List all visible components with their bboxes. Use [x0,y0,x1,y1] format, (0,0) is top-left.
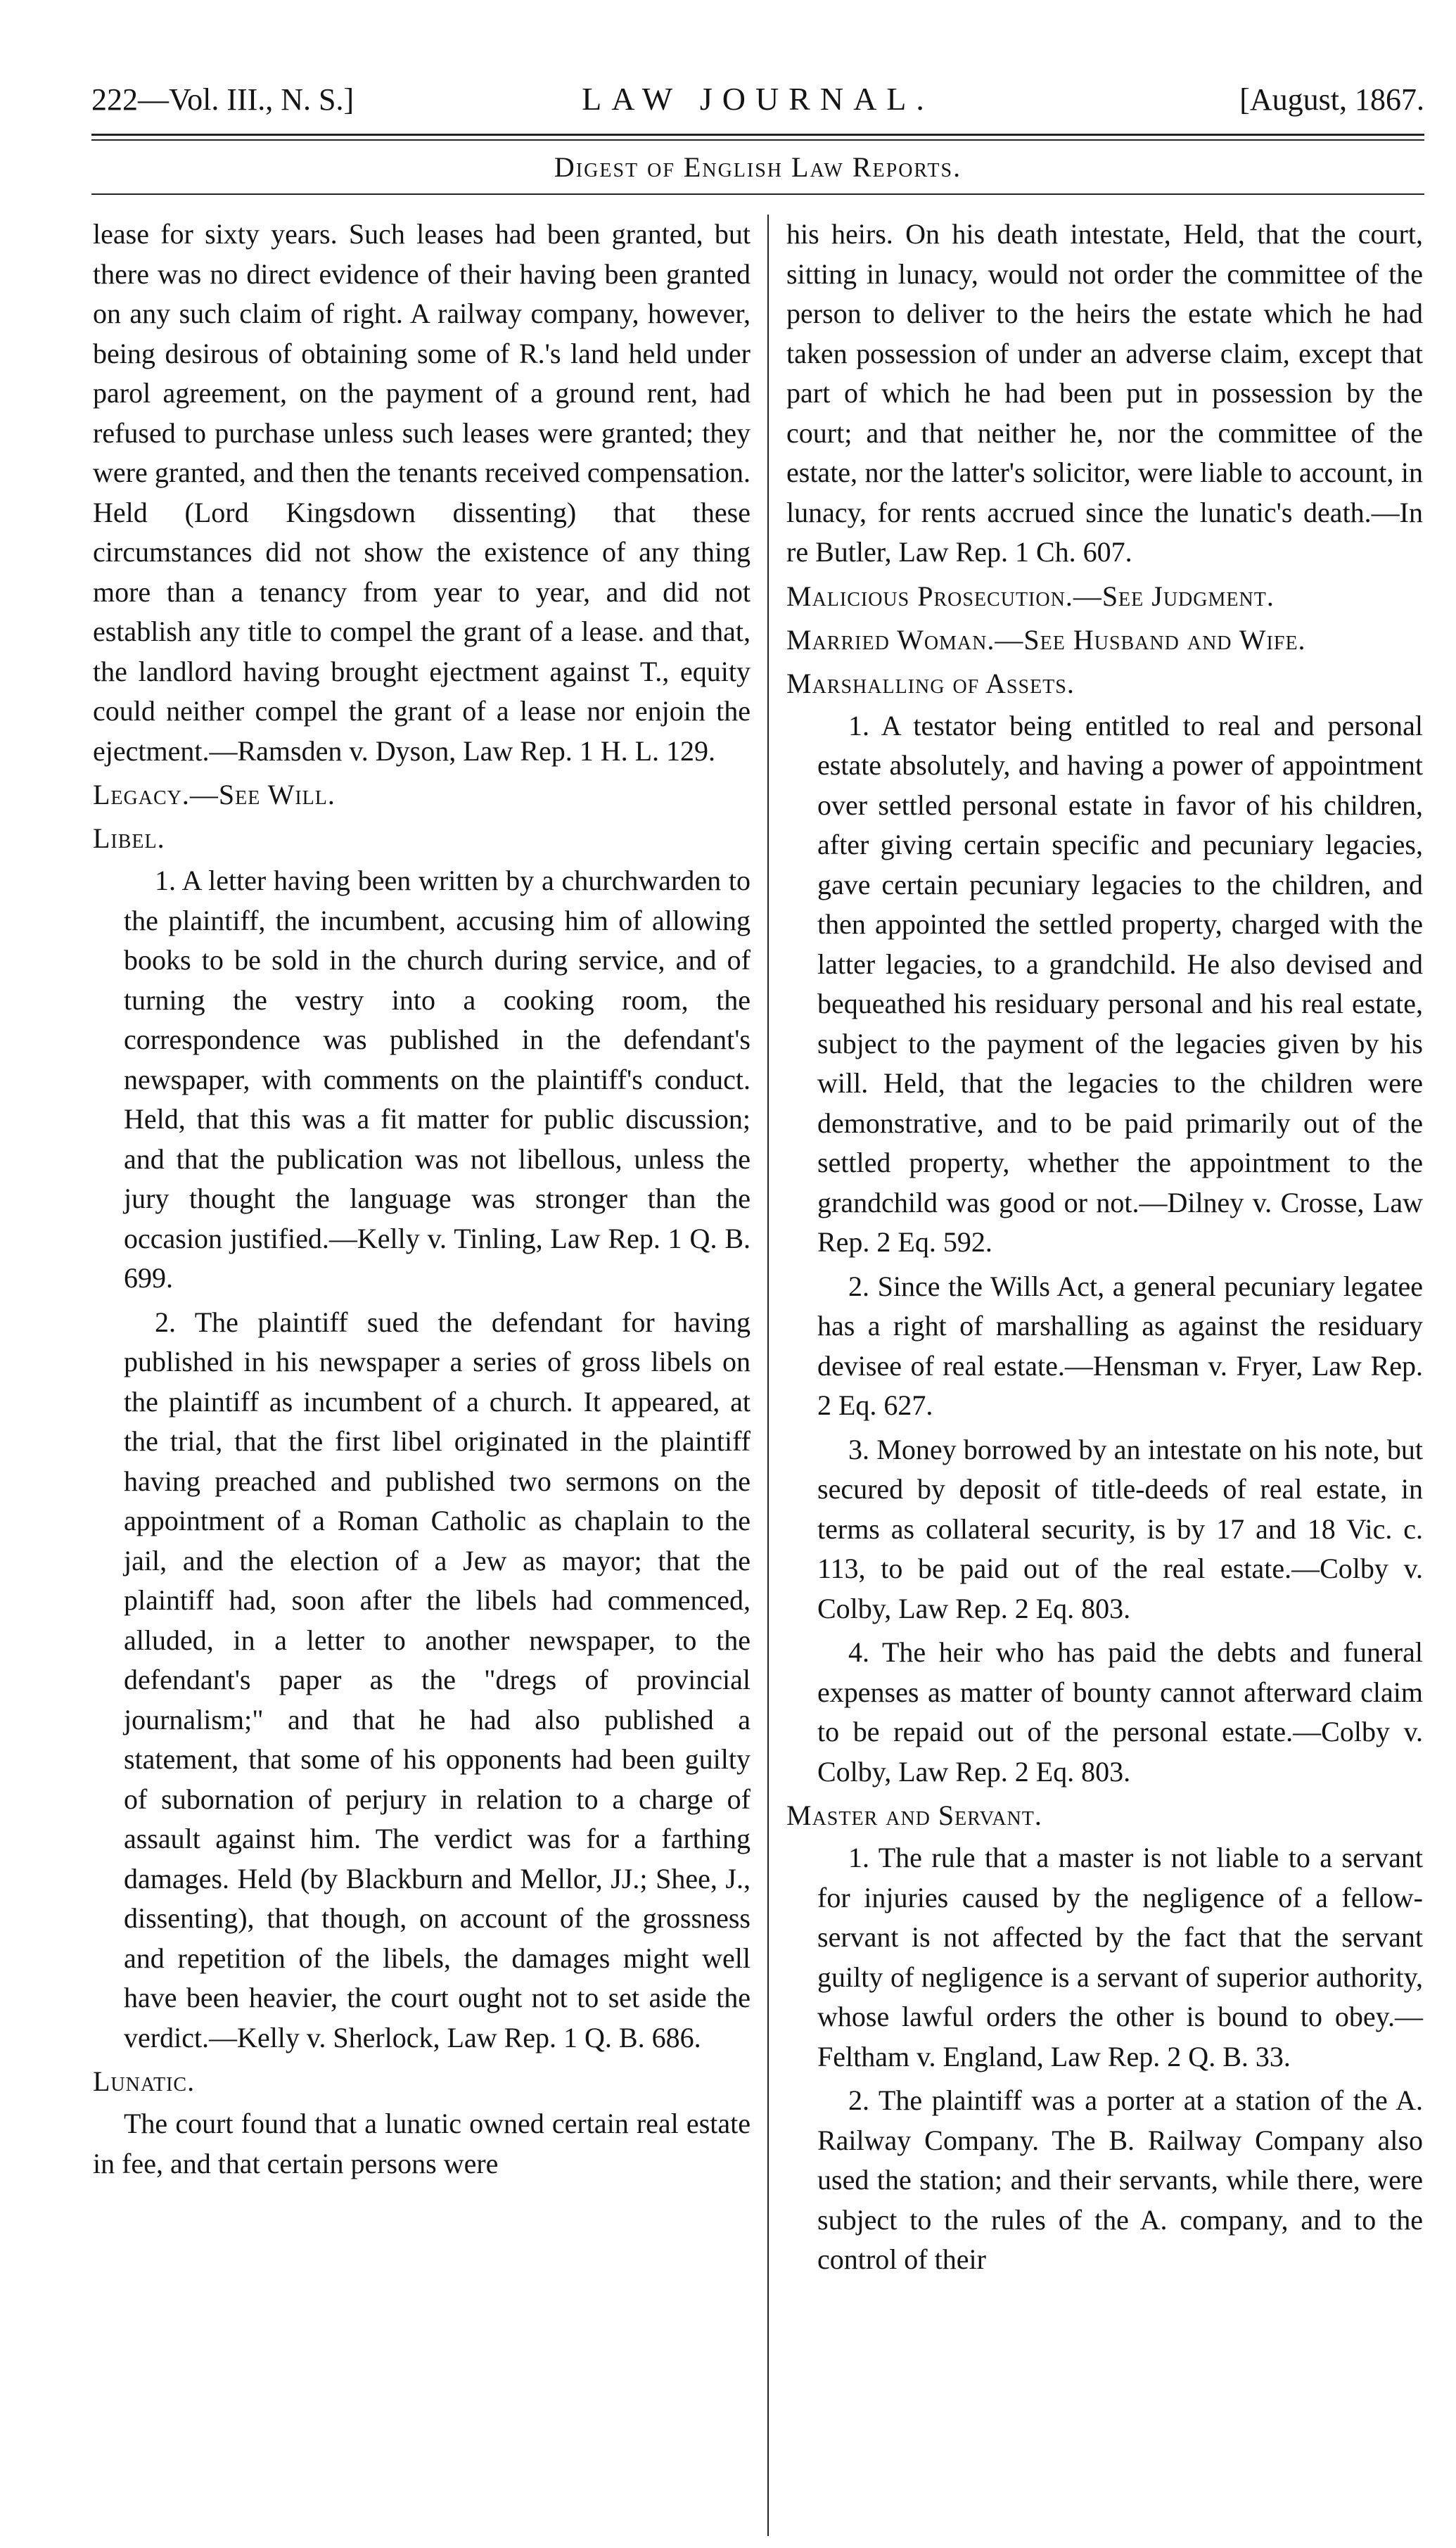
heading-malicious-prosecution: Malicious Prosecution.—See Judgment. [786,580,1275,612]
header-rule-top [91,134,1424,136]
paragraph-master-1: 1. The rule that a master is not liable to a servant for injuries caused by the negligence of a fellow-servant is not affected by the fact that the servant guilty of negligence is a servant of superior authority, whose lawful orders the other is bound to obey.—Feltham v. England, Law Rep. 2 Q. B. 33. [817,1842,1423,2072]
volume-reference: 222—Vol. III., N. S.] [91,82,355,117]
left-column [93,215,751,2184]
section-title: Digest of English Law Reports. [554,151,962,183]
heading-master-and-servant: Master and Servant. [786,1799,1042,1831]
paragraph-libel-2: 2. The plaintiff sued the defendant for having published in his newspaper a series of gross libels on the plaintiff as incumbent of a church. It appeared, at the trial, that the first libel originated in the plaintiff having preached and published two sermons on the appointment of a Roman Catholic as chaplain to the jail, and the election of a Jew as mayor; that the plaintiff had, soon after the libels had commenced, alluded, in a letter to another newspaper, to the defendant's paper as the "dregs of provincial journalism;" and that he had also published a statement, that some of his opponents had been guilty of subornation of perjury in relation to a charge of assault against him. The verdict was for a farthing damages. Held (by Blackburn and Mellor, JJ.; Shee, J., dissenting), that though, on account of the grossness and repetition of the libels, the damages might well have been heavier, the court ought not to set aside the verdict.—Kelly v. Sherlock, Law Rep. 1 Q. B. 686. [124,1306,751,2053]
heading-married-woman: Married Woman.—See Husband and Wife. [786,623,1306,656]
section-rule [91,193,1424,195]
column-divider [767,215,769,2536]
paragraph-marshalling-1: 1. A testator being entitled to real and personal estate absolutely, and having a power of appointment over settled personal estate in favor of his children, after giving certain specific and pecuniary legacies, gave certain pecuniary legacies to the children, and then appointed the settled property, charged with the latter legacies, to a grandchild. He also devised and bequeathed his residuary personal and his real estate, subject to the payment of the legacies given by his will. Held, that the legacies to the children were demonstrative, and to be paid primarily out of the settled property, whether the appointment to the grandchild was good or not.—Dilney v. Crosse, Law Rep. 2 Eq. 592. [817,709,1423,1258]
paragraph-lunatic-cont: his heirs. On his death intestate, Held, that the court, sitting in lunacy, would not order the committee of the person to deliver to the heirs the estate which he had taken possession of under an adverse claim, except that part of which he had been put in possession by the court; and that neither he, nor the committee of the estate, nor the latter's solicitor, were liable to account, in lunacy, for rents accrued since the lunatic's death.—In re Butler, Law Rep. 1 Ch. 607. [786,218,1423,568]
paragraph-marshalling-2: 2. Since the Wills Act, a general pecuniary legatee has a right of marshalling as against the residuary devisee of real estate.—Hensman v. Fryer, Law Rep. 2 Eq. 627. [817,1270,1423,1421]
heading-marshalling-of-assets: Marshalling of Assets. [786,667,1075,699]
heading-libel: Libel. [93,822,165,854]
paragraph-libel-1: 1. A letter having been written by a churchwarden to the plaintiff, the incumbent, accusing him of allowing books to be sold in the church during service, and of turning the vestry into a cooking room, the correspondence was published in the defendant's newspaper, with comments on the plaintiff's conduct. Held, that this was a fit matter for public discussion; and that the publication was not libellous, unless the jury thought the language was stronger than the occasion justified.—Kelly v. Tinling, Law Rep. 1 Q. B. 699. [124,865,751,1294]
paragraph-lunatic-start: The court found that a lunatic owned certain real estate in fee, and that certain persons were [93,2108,751,2179]
right-column [786,215,1423,2284]
marshalling-entries [817,706,1423,1792]
master-servant-entries [817,1838,1423,2280]
issue-date: [August, 1867. [1239,82,1424,117]
running-header [91,68,1424,124]
libel-entries [124,861,751,2058]
header-rule-bottom [91,139,1424,141]
journal-title: LAW JOURNAL. [582,81,934,117]
paragraph-ramsden: lease for sixty years. Such leases had been granted, but there was no direct evidence of their having been granted on any such claim of right. A railway company, however, being desirous of obtaining some of R.'s land held under parol agreement, on the payment of a ground rent, had refused to purchase unless such leases were granted; they were granted, and then the tenants received compensation. Held (Lord Kingsdown dissenting) that these circumstances did not show the existence of any thing more than a tenancy from year to year, and did not establish any title to compel the grant of a lease. and that, the landlord having brought ejectment against T., equity could neither compel the grant of a lease nor enjoin the ejectment.—Ramsden v. Dyson, Law Rep. 1 H. L. 129. [93,218,751,767]
heading-lunatic: Lunatic. [93,2065,196,2097]
paragraph-master-2: 2. The plaintiff was a porter at a station of the A. Railway Company. The B. Railway Company also used the station; and their servants, while there, were subject to the rules of the A. company, and to the control of their [817,2084,1423,2275]
paragraph-marshalling-4: 4. The heir who has paid the debts and funeral expenses as matter of bounty cannot afterward claim to be repaid out of the personal estate.—Colby v. Colby, Law Rep. 2 Eq. 803. [817,1636,1423,1788]
heading-legacy: Legacy.—See Will. [93,779,336,810]
paragraph-marshalling-3: 3. Money borrowed by an intestate on his note, but secured by deposit of title-deeds of real estate, in terms as collateral security, is by 17 and 18 Vic. c. 113, to be paid out of the real estate.—Colby v. Colby, Law Rep. 2 Eq. 803. [817,1433,1423,1624]
